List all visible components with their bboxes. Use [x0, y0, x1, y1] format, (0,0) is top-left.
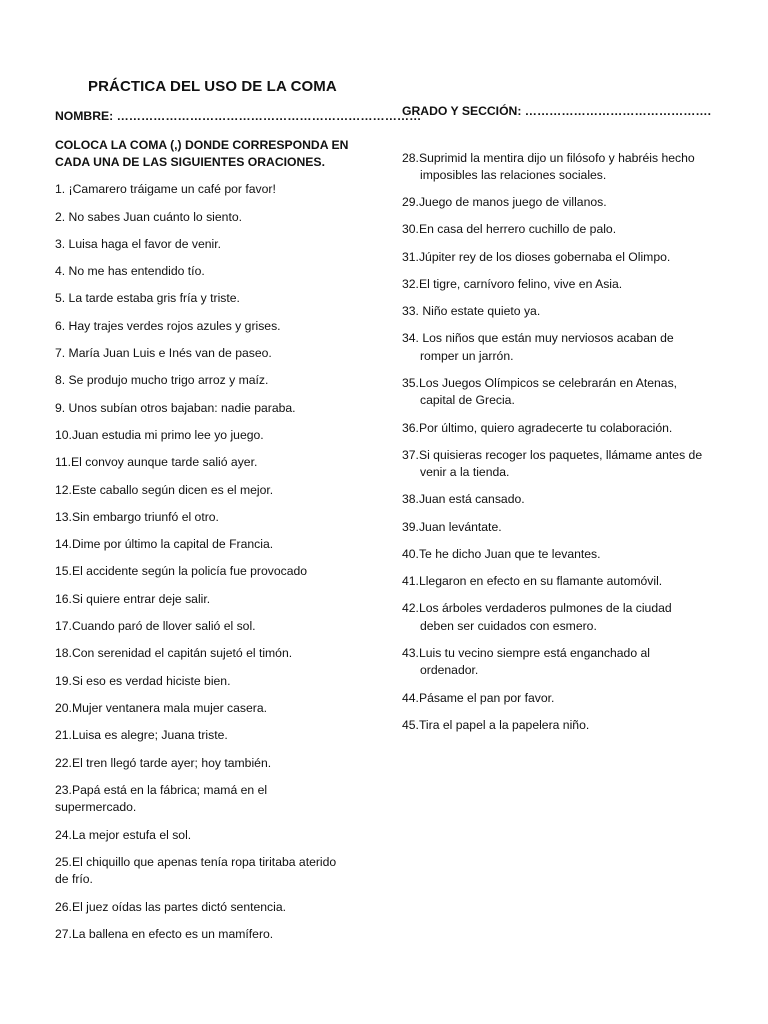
sentence-item	[55, 700, 370, 718]
sentence-item	[55, 290, 370, 308]
sentence-item	[402, 375, 732, 410]
sentence-text: 18.Con serenidad el capitán sujetó el timón.	[55, 646, 293, 661]
sentence-item	[55, 318, 370, 336]
sentence-item	[55, 591, 370, 609]
sentence-text: 13.Sin embargo triunfó el otro.	[55, 509, 219, 524]
sentence-text: 28.Suprimid la mentira dijo un filósofo y habréis hecho	[402, 150, 695, 165]
sentence-item	[402, 249, 732, 267]
sentence-item	[55, 509, 370, 527]
sentence-item	[55, 755, 370, 773]
sentence-item	[55, 536, 370, 554]
sentence-text: 3. Luisa haga el favor de venir.	[55, 236, 221, 251]
sentence-item	[402, 600, 732, 635]
sentence-item	[55, 263, 370, 281]
sentence-text: 10.Juan estudia mi primo lee yo juego.	[55, 427, 264, 442]
sentence-item	[55, 782, 370, 817]
sentence-text: 41.Llegaron en efecto en su flamante automóvil.	[402, 573, 663, 588]
sentence-item	[55, 854, 370, 889]
sentence-item	[55, 181, 370, 199]
sentence-text: 37.Si quisieras recoger los paquetes, llámame antes de	[402, 447, 703, 462]
sentence-item	[402, 276, 732, 294]
sentence-text: 15.El accidente según la policía fue provocado	[55, 564, 308, 579]
sentence-item	[402, 330, 732, 365]
sentence-item	[402, 645, 732, 680]
sentence-text: 17.Cuando paró de llover salió el sol.	[55, 619, 256, 634]
sentence-text: 11.El convoy aunque tarde salió ayer.	[55, 455, 258, 470]
sentence-text-continuation: romper un jarrón.	[420, 348, 514, 363]
sentence-text: 39.Juan levántate.	[402, 519, 502, 534]
sentence-item	[55, 563, 370, 581]
sentence-text: 24.La mejor estufa el sol.	[55, 827, 192, 842]
sentence-text: 32.El tigre, carnívoro felino, vive en Asia.	[402, 276, 623, 291]
sentence-item	[55, 454, 370, 472]
sentence-item	[55, 482, 370, 500]
sentence-text: 6. Hay trajes verdes rojos azules y grises.	[55, 318, 281, 333]
sentence-text: 2. No sabes Juan cuánto lo siento.	[55, 209, 242, 224]
sentence-item	[402, 690, 732, 708]
sentence-item	[55, 345, 370, 363]
sentence-item	[402, 150, 732, 185]
sentence-text: 34. Los niños que están muy nerviosos acaban de	[402, 331, 674, 346]
sentence-text-continuation: imposibles las relaciones sociales.	[420, 168, 607, 182]
sentence-text-continuation: de frío.	[55, 872, 93, 887]
sentence-text-continuation: supermercado.	[55, 800, 137, 815]
sentence-text: 21.Luisa es alegre; Juana triste.	[55, 728, 228, 743]
sentence-text: 45.Tira el papel a la papelera niño.	[402, 717, 590, 732]
right-sentence-list	[402, 150, 732, 735]
sentence-item	[55, 645, 370, 663]
sentence-text: 40.Te he dicho Juan que te levantes.	[402, 546, 601, 561]
sentence-item	[55, 926, 370, 944]
nombre-field: NOMBRE: …………………………………………………………………	[55, 109, 422, 123]
sentence-text: 38.Juan está cansado.	[402, 492, 525, 507]
sentence-item	[55, 899, 370, 917]
sentence-item	[402, 303, 732, 321]
sentence-item	[402, 194, 732, 212]
sentence-item	[402, 420, 732, 438]
sentence-text: 44.Pásame el pan por favor.	[402, 690, 555, 705]
sentence-text: 26.El juez oídas las partes dictó sentencia.	[55, 899, 287, 914]
sentence-item	[55, 618, 370, 636]
sentence-text: 20.Mujer ventanera mala mujer casera.	[55, 700, 268, 715]
sentence-text: 7. María Juan Luis e Inés van de paseo.	[55, 346, 272, 361]
sentence-item	[55, 727, 370, 745]
left-column	[55, 108, 422, 944]
sentence-item	[402, 491, 732, 509]
sentence-text-continuation: capital de Grecia.	[420, 393, 515, 408]
sentence-text: 25.El chiquillo que apenas tenía ropa tiritaba aterido	[55, 854, 337, 869]
sentence-text-continuation: ordenador.	[420, 663, 479, 678]
sentence-item	[55, 236, 370, 254]
sentence-text: 29.Juego de manos juego de villanos.	[402, 195, 607, 210]
sentence-text: 42.Los árboles verdaderos pulmones de la ciudad	[402, 601, 672, 616]
sentence-text: 14.Dime por último la capital de Francia.	[55, 537, 274, 552]
sentence-item	[55, 673, 370, 691]
sentence-text: 9. Unos subían otros bajaban: nadie paraba.	[55, 400, 296, 415]
sentence-text-continuation: deben ser cuidados con esmero.	[420, 618, 597, 633]
sentence-text: 8. Se produjo mucho trigo arroz y maíz.	[55, 373, 269, 388]
sentence-text: 35.Los Juegos Olímpicos se celebrarán en Atenas,	[402, 375, 678, 390]
sentence-item	[402, 546, 732, 564]
sentence-item	[402, 447, 732, 482]
sentence-text: 16.Si quiere entrar deje salir.	[55, 591, 211, 606]
sentence-text: 43.Luis tu vecino siempre está enganchado al	[402, 645, 650, 660]
grado-seccion-field: GRADO Y SECCIÓN: ……………………………………….	[402, 104, 711, 118]
left-sentence-list	[55, 181, 370, 943]
sentence-text: 30.En casa del herrero cuchillo de palo.	[402, 222, 617, 237]
sentence-text: 36.Por último, quiero agradecerte tu colaboración.	[402, 420, 673, 435]
sentence-item	[55, 400, 370, 418]
sentence-item	[55, 372, 370, 390]
sentence-text: 27.La ballena en efecto es un mamífero.	[55, 927, 274, 942]
sentence-text: 33. Niño estate quieto ya.	[402, 303, 541, 318]
sentence-item	[402, 717, 732, 735]
sentence-text: 12.Este caballo según dicen es el mejor.	[55, 482, 274, 497]
instruction-text: COLOCA LA COMA (,) DONDE CORRESPONDA EN CADA UNA DE LAS SIGUIENTES ORACIONES.	[55, 137, 349, 169]
sentence-text: 1. ¡Camarero tráigame un café por favor!	[55, 182, 276, 197]
sentence-text: 19.Si eso es verdad hiciste bien.	[55, 673, 231, 688]
sentence-item	[402, 221, 732, 239]
sentence-text: 31.Júpiter rey de los dioses gobernaba el Olimpo.	[402, 249, 671, 264]
page-title: PRÁCTICA DEL USO DE LA COMA	[88, 78, 337, 95]
sentence-text: 23.Papá está en la fábrica; mamá en el	[55, 782, 268, 797]
sentence-item	[402, 519, 732, 537]
sentence-text: 4. No me has entendido tío.	[55, 264, 205, 279]
sentence-item	[55, 427, 370, 445]
sentence-item	[402, 573, 732, 591]
sentence-item	[55, 827, 370, 845]
sentence-text-continuation: venir a la tienda.	[420, 465, 510, 480]
sentence-text: 5. La tarde estaba gris fría y triste.	[55, 291, 240, 306]
right-column	[402, 103, 732, 734]
sentence-text: 22.El tren llegó tarde ayer; hoy también.	[55, 755, 272, 770]
sentence-item	[55, 209, 370, 227]
